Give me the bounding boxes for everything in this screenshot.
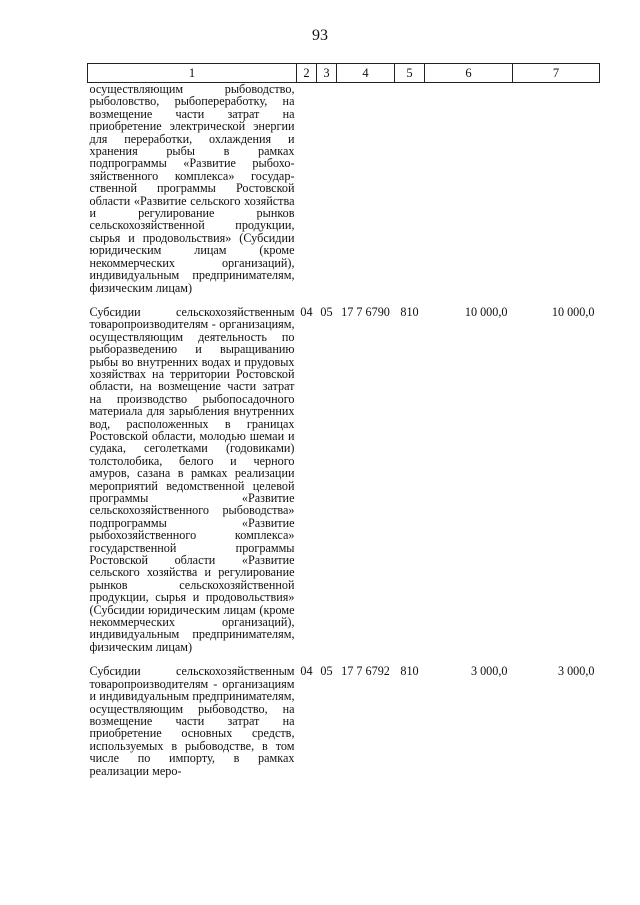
row-section-code: 04: [300, 304, 313, 319]
row-description: Субсидии сельскохозяйственным товаропроизводителям - организациям и индивидуальным предпринимателям, осуществляющим рыбоводство, на возмещение части затрат на приобретение основных средств, используемых в рыбоводстве, в том числе по импорту, в рамках реализации меро-: [89, 664, 295, 778]
row-description: Субсидии сельскохозяйственным товаропроизводителям - организациям, осуществляющим деятельность по рыборазведению и выращиванию рыбы во внутренних водах и прудовых хозяйствах на территории Ростовской области, на возмещение части затрат на производство рыбопосадочного материала для зарыбления внутренних вод, расположенных в границах Ростовской области, молодью шемаи и судака, сеголетками (годовиками) толстолобика, белого и черного амуров, сазана в рамках реализации мероприятий ведомственной целевой программы «Развитие сельскохозяйственного рыбоводства» подпрограммы «Развитие рыбохозяйственного комплекса» государственной программы Ростовской области «Развитие сельского хозяйства и регулирование рынков сельскохозяйственной продукции, сырья и продовольствия» (Субсидии юридическим лицам (кроме некоммерческих организаций), индивидуальным предпринимателям, физическим лицам): [89, 304, 295, 654]
column-header-7: 7: [513, 64, 600, 83]
page-number: 93: [312, 27, 328, 44]
budget-table: [87, 63, 600, 789]
row-expense-type-code: 810: [400, 664, 419, 679]
table-header-row: [88, 64, 600, 83]
table-row: [88, 306, 600, 665]
row-section-code: [297, 83, 317, 306]
row-expense-type-code: [395, 83, 425, 306]
row-subsection-code: [317, 83, 337, 306]
column-header-2: 2: [297, 64, 317, 83]
row-expense-type-code: 810: [400, 304, 419, 319]
row-section-code: 04: [300, 664, 313, 679]
row-description: осуществляющим рыбоводство, рыболовство, рыбопереработку, на возмещение части затрат на приобретение электрической энергии для переработки, охлаждения и хранения рыбы в рамках подпрограммы «Развитие рыбохозяйственного комплекса» государственной программы Ростовской области «Развитие сельского хозяйства и регулирование рынков сельскохозяйственной продукции, сырья и продовольствия» (Субсидии юридическим лицам (кроме некоммерческих организаций), индивидуальным предпринимателям, физическим лицам): [89, 82, 295, 295]
row-amount-col6: 3 000,0: [470, 664, 508, 679]
row-target-code: 17 7 6790: [341, 304, 390, 319]
row-amount-col7: 3 000,0: [557, 664, 595, 679]
column-header-6: 6: [425, 64, 513, 83]
column-header-4: 4: [337, 64, 395, 83]
column-header-5: 5: [395, 64, 425, 83]
row-amount-col7: [513, 83, 600, 306]
row-amount-col7: 10 000,0: [551, 304, 595, 319]
row-subsection-code: 05: [320, 664, 333, 679]
row-amount-col6: [425, 83, 513, 306]
table-row: [88, 665, 600, 789]
table-row: [88, 83, 600, 306]
column-header-1: 1: [88, 64, 297, 83]
row-target-code: [337, 83, 395, 306]
row-amount-col6: 10 000,0: [464, 304, 508, 319]
row-target-code: 17 7 6792: [341, 664, 390, 679]
column-header-3: 3: [317, 64, 337, 83]
row-subsection-code: 05: [320, 304, 333, 319]
